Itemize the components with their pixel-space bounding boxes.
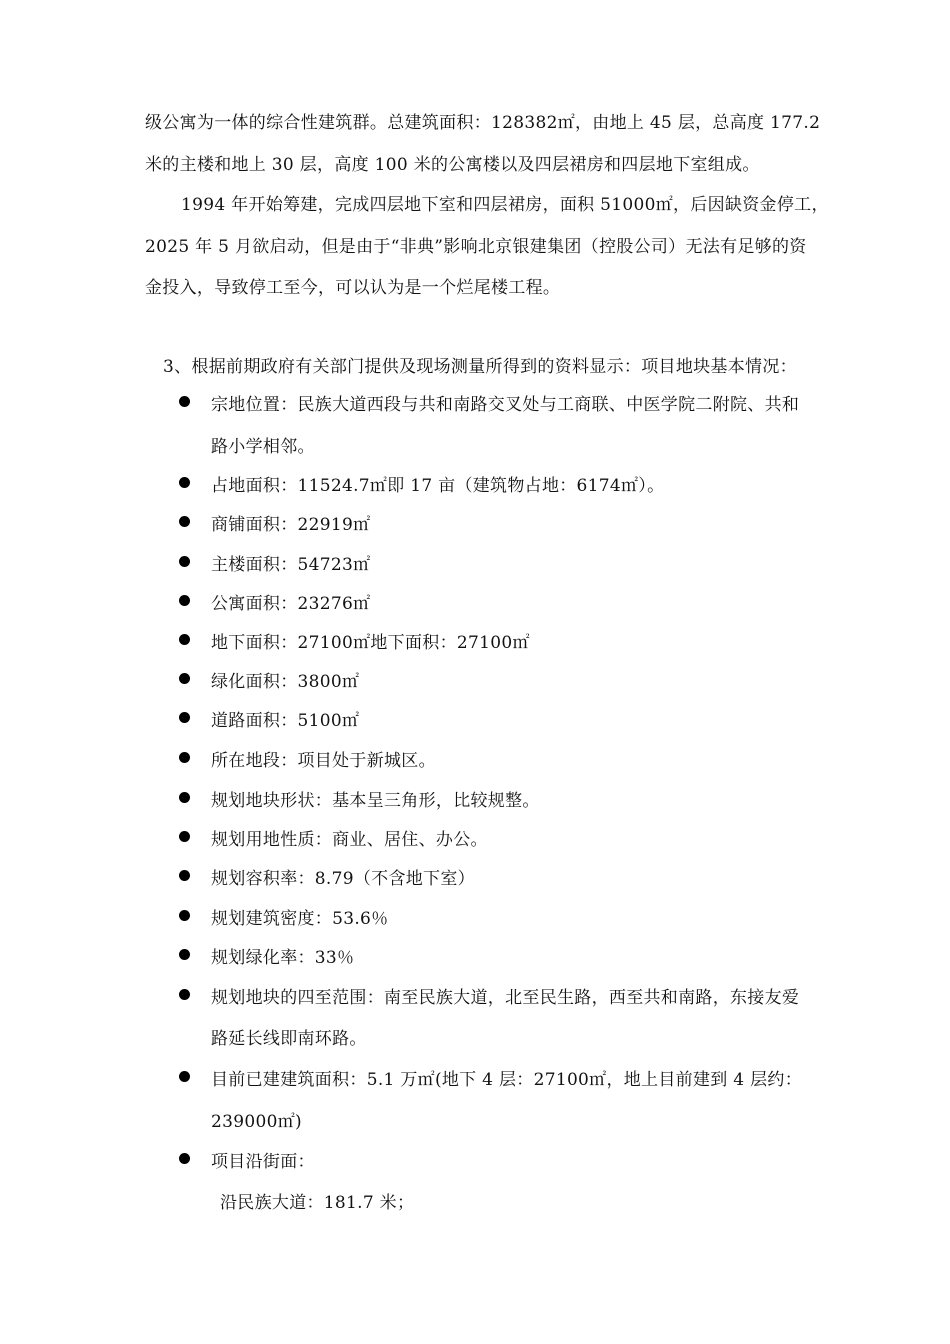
bullet-icon: [179, 673, 190, 684]
intro-line-2: 米的主楼和地上 30 层，高度 100 米的公寓楼以及四层裙房和四层地下室组成。: [145, 155, 760, 175]
bullet-icon: [179, 949, 190, 960]
list-item: 绿化面积：3800㎡: [211, 672, 360, 692]
list-item-continuation: 路延长线即南环路。: [211, 1029, 367, 1049]
list-item: 道路面积：5100㎡: [211, 711, 360, 731]
bullet-icon: [179, 1071, 190, 1082]
list-item: 宗地位置：民族大道西段与共和南路交叉处与工商联、中医学院二附院、共和: [211, 395, 800, 415]
list-item: 所在地段：项目处于新城区。: [211, 751, 436, 771]
bullet-icon: [179, 556, 190, 567]
bullet-icon: [179, 831, 190, 842]
bullet-icon: [179, 516, 190, 527]
list-item: 项目沿街面：: [211, 1152, 315, 1172]
bullet-icon: [179, 396, 190, 407]
list-item: 地下面积：27100㎡地下面积：27100㎡: [211, 633, 530, 653]
list-item: 规划容积率：8.79（不含地下室）: [211, 869, 475, 889]
list-item: 主楼面积：54723㎡: [211, 555, 371, 575]
intro-line-4: 2025 年 5 月欲启动，但是由于“非典”影响北京银建集团（控股公司）无法有足够的资: [145, 237, 807, 257]
bullet-icon: [179, 712, 190, 723]
list-item: 目前已建建筑面积：5.1 万㎡(地下 4 层：27100㎡，地上目前建到 4 层约：: [211, 1070, 802, 1090]
intro-line-5: 金投入，导致停工至今，可以认为是一个烂尾楼工程。: [145, 278, 561, 298]
bullet-icon: [179, 1153, 190, 1164]
list-item: 规划绿化率：33％: [211, 948, 355, 968]
bullet-icon: [179, 752, 190, 763]
street-frontage-line: 沿民族大道：181.7 米；: [220, 1193, 415, 1213]
intro-line-3: 1994 年开始筹建，完成四层地下室和四层裙房，面积 51000㎡，后因缺资金停工，: [181, 195, 829, 215]
list-item: 规划地块的四至范围：南至民族大道，北至民生路，西至共和南路，东接友爱: [211, 988, 800, 1008]
bullet-icon: [179, 910, 190, 921]
list-item: 占地面积：11524.7㎡即 17 亩（建筑物占地：6174㎡）。: [211, 476, 665, 496]
bullet-icon: [179, 595, 190, 606]
bullet-icon: [179, 792, 190, 803]
list-item-continuation: 239000㎡): [211, 1112, 302, 1132]
list-item: 规划建筑密度：53.6％: [211, 909, 389, 929]
bullet-icon: [179, 989, 190, 1000]
list-item-continuation: 路小学相邻。: [211, 437, 315, 457]
list-item: 公寓面积：23276㎡: [211, 594, 371, 614]
list-item: 规划地块形状：基本呈三角形，比较规整。: [211, 791, 540, 811]
list-item: 规划用地性质：商业、居住、办公。: [211, 830, 488, 850]
bullet-icon: [179, 870, 190, 881]
list-item: 商铺面积：22919㎡: [211, 515, 371, 535]
section-heading: 3、根据前期政府有关部门提供及现场测量所得到的资料显示：项目地块基本情况：: [163, 357, 797, 377]
intro-line-1: 级公寓为一体的综合性建筑群。总建筑面积：128382㎡，由地上 45 层，总高度 177.2: [145, 113, 821, 133]
bullet-icon: [179, 634, 190, 645]
bullet-icon: [179, 477, 190, 488]
